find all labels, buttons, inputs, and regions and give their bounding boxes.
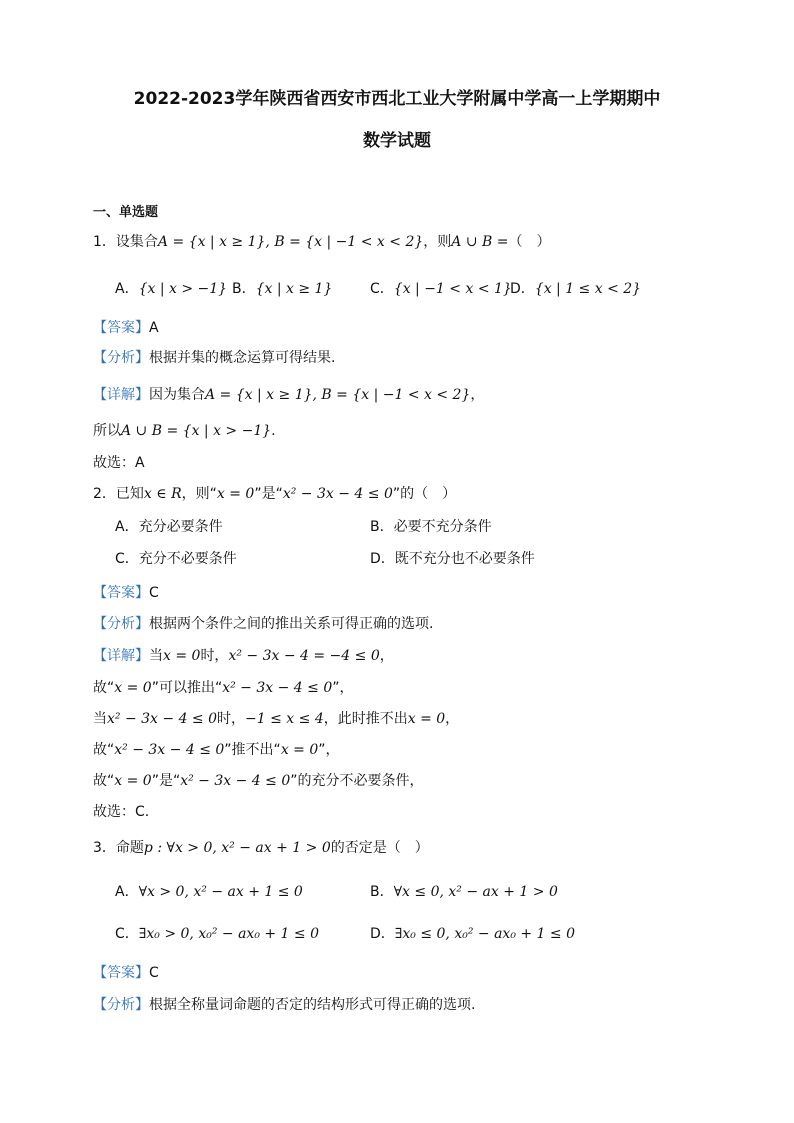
- q2-detail-2: 故“x = 0”可以推出“x² − 3x − 4 ≤ 0”，: [93, 680, 354, 696]
- q3-stem: 3．命题p : ∀x > 0, x² − ax + 1 > 0的否定是（ ）: [93, 840, 429, 856]
- q2-detail-1: 【详解】当x = 0时，x² − 3x − 4 = −4 ≤ 0，: [93, 648, 394, 664]
- q2-option-d[interactable]: D．既不充分也不必要条件: [370, 551, 535, 567]
- q1-choose: 故选：A: [93, 455, 145, 471]
- q1-option-b[interactable]: B．{x | x ≥ 1}: [232, 281, 333, 297]
- q2-stem: 2．已知x ∈ R，则“x = 0”是“x² − 3x − 4 ≤ 0”的（ ）: [93, 486, 457, 502]
- q1-analysis: 【分析】根据并集的概念运算可得结果.: [93, 350, 336, 366]
- q3-analysis: 【分析】根据全称量词命题的否定的结构形式可得正确的选项.: [93, 997, 476, 1013]
- q2-option-a[interactable]: A．充分必要条件: [115, 519, 223, 535]
- q2-option-c[interactable]: C．充分不必要条件: [115, 551, 237, 567]
- q3-option-d[interactable]: D．∃x₀ ≤ 0, x₀² − ax₀ + 1 ≤ 0: [370, 926, 576, 942]
- section-heading: 一、单选题: [93, 205, 159, 220]
- q1-option-a[interactable]: A．{x | x > −1}: [115, 281, 228, 297]
- q1-detail-line2: 所以A ∪ B = {x | x > −1}.: [93, 423, 276, 439]
- q1-answer: 【答案】A: [93, 320, 159, 336]
- q2-detail-5: 故“x = 0”是“x² − 3x − 4 ≤ 0”的充分不必要条件，: [93, 773, 424, 789]
- q3-answer: 【答案】C: [93, 965, 159, 981]
- q2-detail-4: 故“x² − 3x − 4 ≤ 0”推不出“x = 0”，: [93, 742, 340, 758]
- q3-option-a[interactable]: A．∀x > 0, x² − ax + 1 ≤ 0: [115, 884, 303, 900]
- q1-option-d[interactable]: D．{x | 1 ≤ x < 2}: [510, 281, 642, 297]
- q1-detail: 【详解】因为集合A = {x | x ≥ 1}, B = {x | −1 < x < 2}，: [93, 387, 485, 403]
- doc-title-line2: 数学试题: [363, 131, 431, 151]
- q2-analysis: 【分析】根据两个条件之间的推出关系可得正确的选项.: [93, 616, 434, 632]
- doc-title-line1: 2022-2023学年陕西省西安市西北工业大学附属中学高一上学期期中: [133, 89, 661, 109]
- q1-option-c[interactable]: C．{x | −1 < x < 1}: [370, 281, 512, 297]
- q2-answer: 【答案】C: [93, 585, 159, 601]
- q1-stem: 1．设集合A = {x | x ≥ 1}, B = {x | −1 < x < 2}，则A ∪ B =（ ）: [93, 234, 551, 250]
- q3-option-c[interactable]: C．∃x₀ > 0, x₀² − ax₀ + 1 ≤ 0: [115, 926, 320, 942]
- q3-option-b[interactable]: B．∀x ≤ 0, x² − ax + 1 > 0: [370, 884, 558, 900]
- q2-choose: 故选：C.: [93, 804, 150, 820]
- q2-option-b[interactable]: B．必要不充分条件: [370, 519, 492, 535]
- q2-detail-3: 当x² − 3x − 4 ≤ 0时，−1 ≤ x ≤ 4，此时推不出x = 0，: [93, 711, 460, 727]
